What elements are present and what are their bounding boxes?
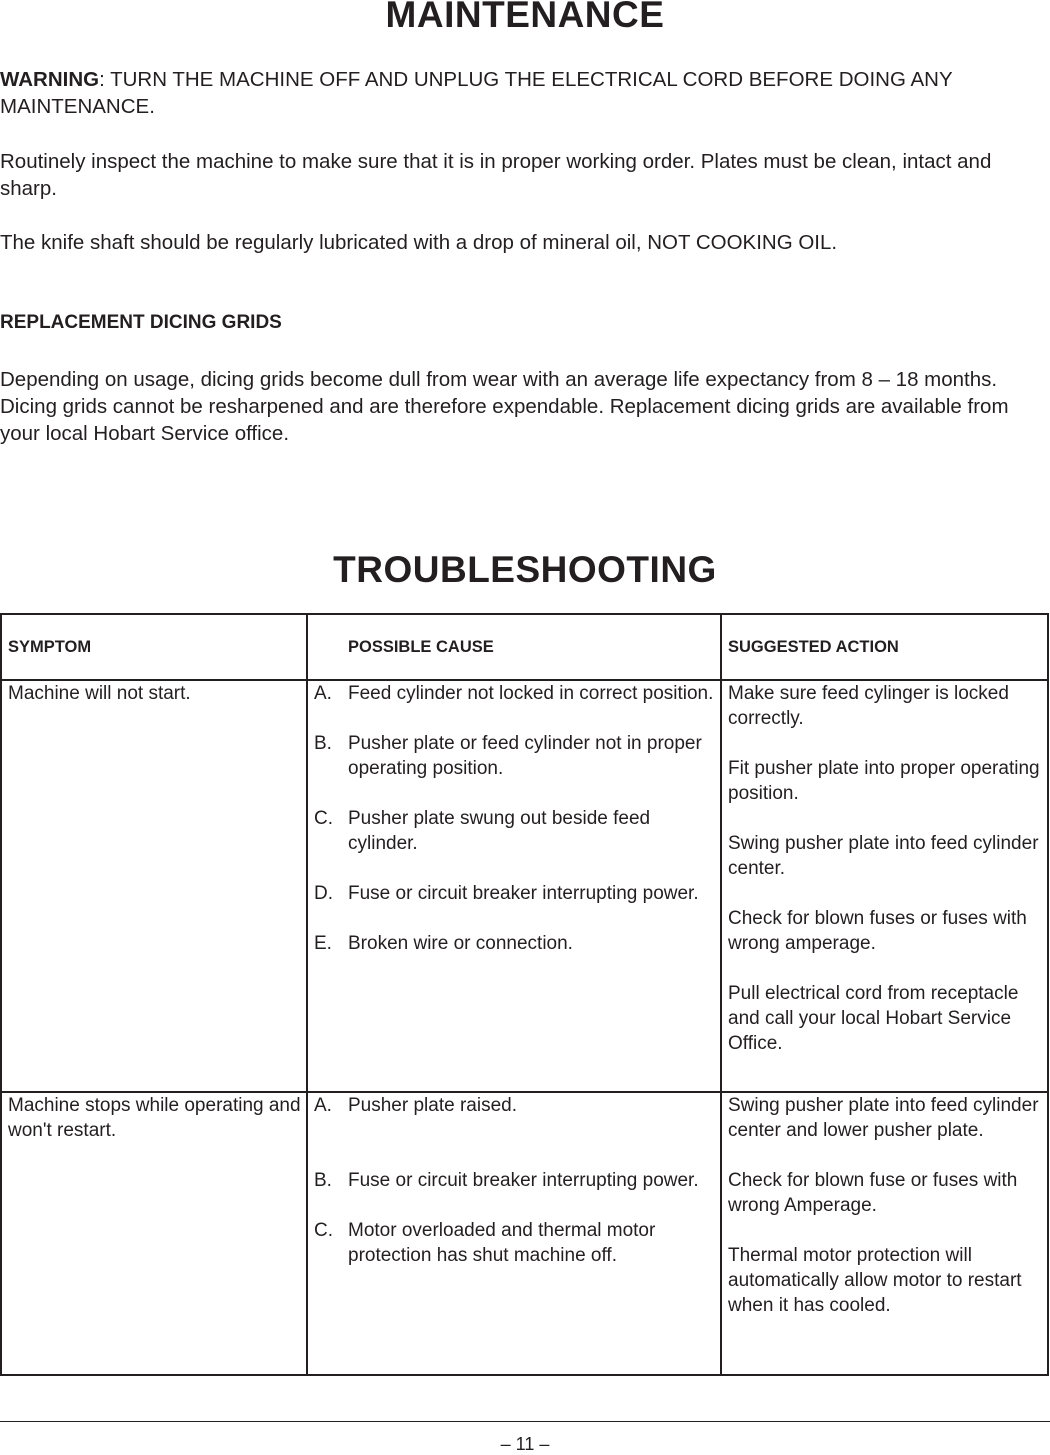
lubricate-paragraph: The knife shaft should be regularly lubricated with a drop of mineral oil, NOT COOKING OIL. bbox=[0, 231, 838, 254]
symptom-text: Machine stops while operating and won't restart. bbox=[8, 1095, 301, 1141]
troubleshooting-title: TROUBLESHOOTING bbox=[333, 549, 717, 590]
table-row bbox=[1, 1092, 1048, 1375]
warning-label: WARNING bbox=[0, 68, 100, 91]
item-letter: B. bbox=[314, 1170, 332, 1191]
cause-item bbox=[308, 1218, 720, 1268]
cause-item bbox=[308, 681, 720, 706]
item-letter: D. bbox=[314, 883, 333, 904]
cause-cell bbox=[307, 1092, 721, 1375]
symptom-header: SYMPTOM bbox=[1, 614, 307, 680]
item-letter: C. bbox=[314, 1220, 333, 1241]
maintenance-title: MAINTENANCE bbox=[385, 0, 665, 35]
cause-item bbox=[308, 731, 720, 781]
action-text: Swing pusher plate into feed cylinder center and lower pusher plate. bbox=[728, 1095, 1039, 1141]
inspect-paragraph: Routinely inspect the machine to make sure that it is in proper working order. Plates must be clean, intact and sharp. bbox=[0, 150, 992, 200]
cause-text: Pusher plate swung out beside feed cylinder. bbox=[348, 808, 651, 854]
action-cell bbox=[721, 680, 1048, 1092]
warning-text: : TURN THE MACHINE OFF AND UNPLUG THE ELECTRICAL CORD BEFORE DOING ANY MAINTENANCE. bbox=[0, 68, 953, 118]
item-letter: C. bbox=[314, 808, 333, 829]
item-letter: E. bbox=[314, 933, 332, 954]
action-text: Fit pusher plate into proper operating position. bbox=[728, 758, 1040, 804]
replacement-paragraph: Depending on usage, dicing grids become dull from wear with an average life expectancy from 8 – 18 months. Dicing grids cannot be resharpened and are therefore expendable. Replacement dicing grids are available from your local Hobart Service office. bbox=[0, 368, 1009, 445]
cause-text: Fuse or circuit breaker interrupting power. bbox=[348, 883, 699, 904]
cause-text: Fuse or circuit breaker interrupting power. bbox=[348, 1170, 699, 1191]
action-header: SUGGESTED ACTION bbox=[721, 614, 1048, 680]
item-letter: A. bbox=[314, 683, 332, 704]
cause-text: Motor overloaded and thermal motor protection has shut machine off. bbox=[348, 1220, 656, 1266]
table-row bbox=[1, 680, 1048, 1092]
action-text: Pull electrical cord from receptacle and call your local Hobart Service Office. bbox=[728, 983, 1019, 1054]
action-text: Thermal motor protection will automatically allow motor to restart when it has cooled. bbox=[728, 1245, 1022, 1316]
symptom-cell bbox=[1, 1092, 307, 1375]
action-text: Make sure feed cylinger is locked correctly. bbox=[728, 683, 1009, 729]
footer-divider bbox=[0, 1421, 1050, 1422]
cause-item bbox=[308, 1093, 720, 1118]
item-letter: A. bbox=[314, 1095, 332, 1116]
cause-item bbox=[308, 931, 720, 956]
symptom-text: Machine will not start. bbox=[8, 683, 191, 704]
cause-item bbox=[308, 881, 720, 906]
cause-item bbox=[308, 806, 720, 856]
cause-item bbox=[308, 1168, 720, 1193]
action-text: Check for blown fuses or fuses with wrong amperage. bbox=[728, 908, 1027, 954]
page-number: – 11 – bbox=[500, 1434, 550, 1454]
cause-text: Pusher plate or feed cylinder not in proper operating position. bbox=[348, 733, 702, 779]
symptom-cell bbox=[1, 680, 307, 1092]
item-letter: B. bbox=[314, 733, 332, 754]
cause-cell bbox=[307, 680, 721, 1092]
action-text: Check for blown fuse or fuses with wrong Amperage. bbox=[728, 1170, 1018, 1216]
cause-text: Feed cylinder not locked in correct position. bbox=[348, 683, 714, 704]
cause-text: Pusher plate raised. bbox=[348, 1095, 517, 1116]
cause-header: POSSIBLE CAUSE bbox=[307, 614, 721, 680]
warning-paragraph bbox=[0, 66, 1050, 120]
action-text: Swing pusher plate into feed cylinder center. bbox=[728, 833, 1039, 879]
cause-text: Broken wire or connection. bbox=[348, 933, 573, 954]
table-header-row bbox=[1, 614, 1048, 680]
action-cell bbox=[721, 1092, 1048, 1375]
troubleshooting-table bbox=[0, 613, 1049, 1376]
replacement-heading: REPLACEMENT DICING GRIDS bbox=[0, 312, 282, 333]
